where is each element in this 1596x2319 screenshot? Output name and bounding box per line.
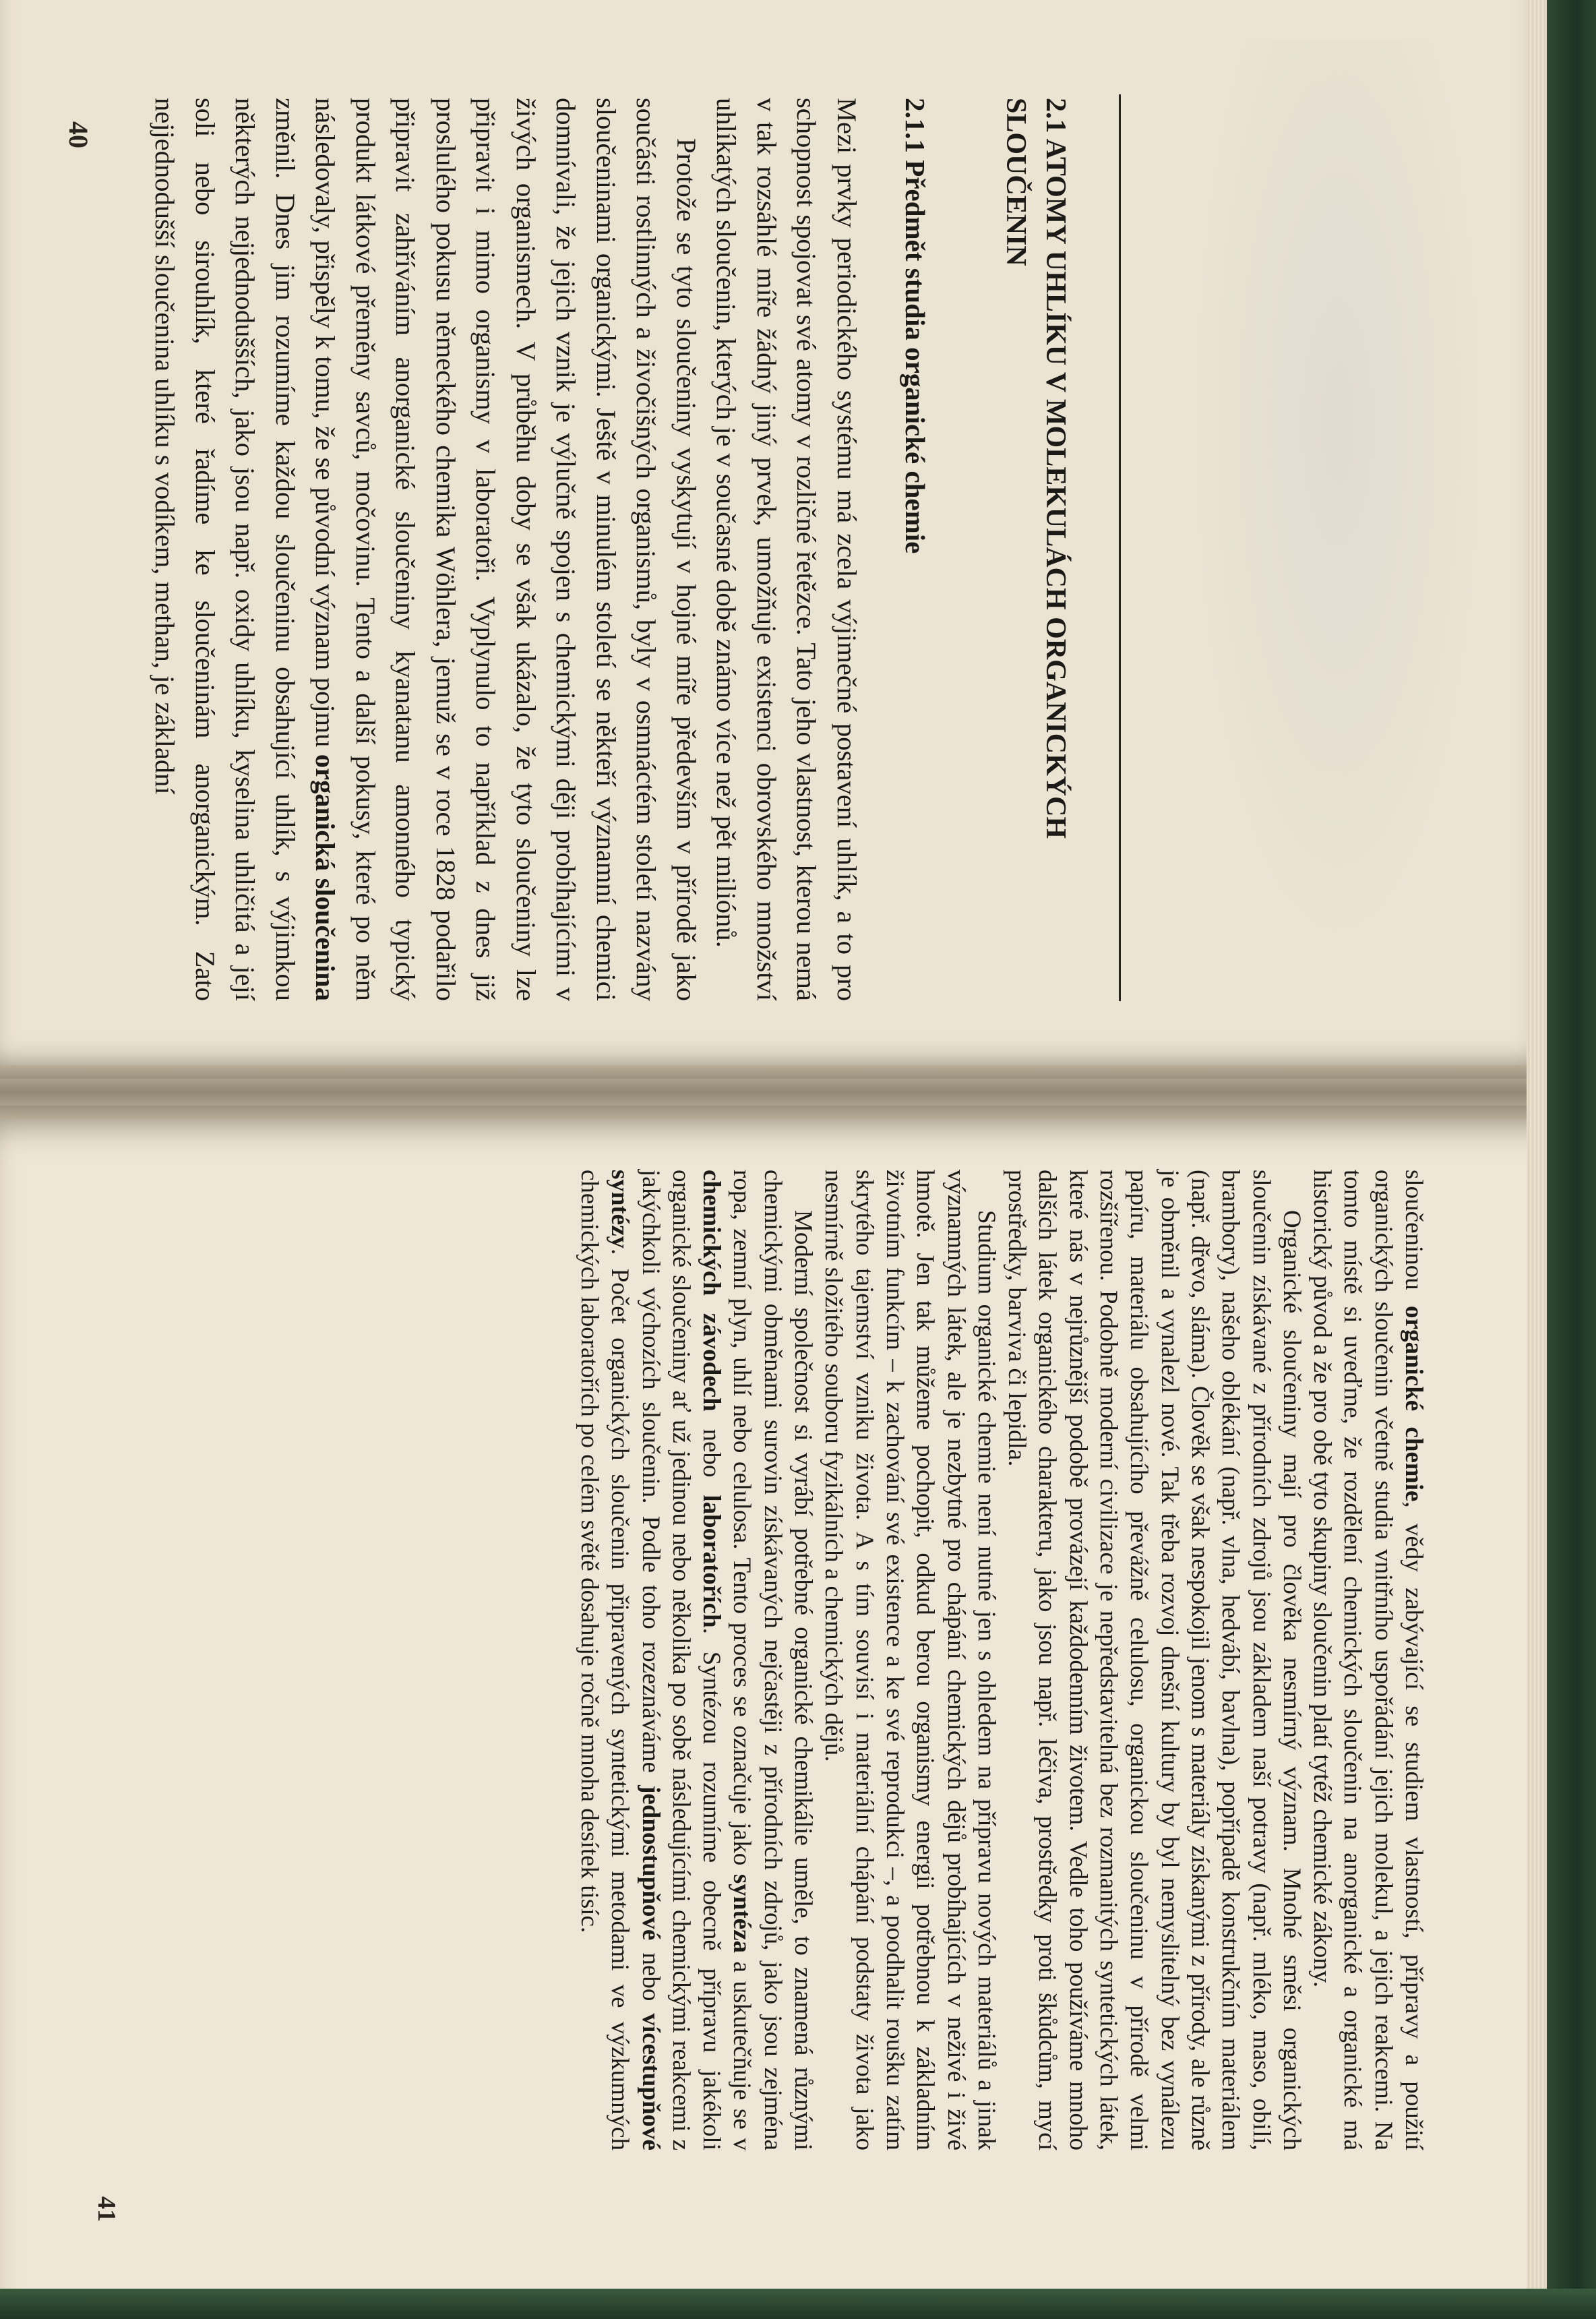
text-run: Moderní společnost si vyrábí potřebné organické chemikálie uměle, to znamená různými chemickými obměnami surovin získávaných nejčastěji z přírodních zdrojů, jako jsou zejména ropa, zemní plyn, uhlí nebo celulosa. Tento proces se označuje jako — [728, 1170, 818, 2150]
bold-term: organické chemie — [1400, 1306, 1428, 1502]
show-through-stain — [1179, 40, 1496, 998]
paragraph: Organické sloučeniny mají pro člověka nesmírný význam. Mnohé směsi organických sloučenin získávané z přírodních zdrojů jsou základem naší potravy (např. mléko, maso, obilí, brambory), našeho oblékání (např. vlna, hedvábí, bavlna), popřípadě konstrukčním materiálem (např. dřevo, sláma). Člověk se však nespokojil jenom s materiály získanými z přírody, ale různě je obměnil a vynalezl nové. Tak třeba rozvoj dnešní kultury by byl nemyslitelný bez vynálezu papíru, materiálu obsahujícího převážně celulosu, organickou sloučeninu v přírodě velmi rozšířenou. Podobně moderní civilizace je nepředstavitelná bez rozmanitých syntetických látek, které nás v nejrůznější podobě provázejí každodenním životem. Vedle toho používáme mnoho dalších látek organického charakteru, jako jsou např. léčiva, prostředky proti škůdcům, mycí prostředky, barviva či lepidla. — [1003, 1170, 1306, 2150]
text-run: změnil. Dnes jim rozumíme každou sloučeninu obsahující uhlík, s výjimkou některých nejjednodušších, jako jsou např. oxidy uhlíku, kyselina uhličitá a její soli nebo sirouhlík, které řadíme ke sloučeninám anorganickým. Zato nejjednodušší sloučenina uhlíku s vodíkem, methan, je základní — [150, 98, 301, 1001]
text-run: nebo — [698, 1411, 726, 1495]
text-run: a uskutečňuje se v — [728, 1953, 756, 2150]
bold-term: chemických závodech — [698, 1170, 726, 1412]
text-run: sloučeninou — [1400, 1170, 1428, 1306]
text-run: . Počet organických sloučenin připravených syntetickými metodami ve výzkumných chemických laboratořích po celém světě dosahuje ročně mnoha desítek tisíc. — [575, 1170, 634, 2150]
text-run: nebo — [636, 1940, 665, 2014]
chapter-heading: 2.1 ATOMY UHLÍKU V MOLEKULÁCH ORGANICKÝCH SLOUČENIN — [1000, 98, 1071, 839]
text-run: , vědy zabývající se studiem vlastností, přípravy a použití organických sloučenin včetně studia vnitřního uspořádání jejich molekul, a jejich reakcemi. Na tomto místě si uveďme, že rozdělení chemických sloučenin na anorganické a organické má historický původ a že pro obě tyto skupiny sloučenin platí tytéž chemické zákony. — [1308, 1170, 1428, 2150]
paragraph: Mezi prvky periodického systému má zcela výjimečné postavení uhlík, a to pro schopnost spojovat své atomy v rozličné řetězce. Tato jeho vlastnost, kterou nemá v tak rozsáhlé míře žádný jiný prvek, umožňuje existenci obrovského množství uhlíkatých sloučenin, kterých je v současné době známo více než pět miliónů. — [711, 98, 862, 1001]
text-run: . Syntézou rozumíme obecně přípravu jakékoli organické sloučeniny ať už jedinou nebo několika po sobě následujícími chemickými reakcemi z jakýchkoli výchozích sloučenin. Podle toho rozeznáváme — [636, 1170, 726, 2150]
page-41-text — [148, 1170, 1429, 2150]
bold-term: syntéza — [728, 1873, 756, 1954]
book-gutter — [0, 1065, 1550, 1119]
paragraph: Studium organické chemie není nutné jen s ohledem na přípravu nových materiálů a jinak významných látek, ale je nezbytné pro chápání chemických dějů probíhajících v neživé i živé hmotě. Jen tak můžeme pochopit, odkud berou organismy energii potřebnou k základním životním funkcím – k zachování své existence a ke své reprodukci –, a poodhalit roušku zatím skrytého tajemství vzniku života. A s tím souvisí i materiální chápání podstaty života jako nesmírně složitého souboru fyzikálních a chemických dějů. — [820, 1170, 1000, 2150]
bold-term: jednostupňové — [636, 1785, 665, 1941]
page-number-right: 41 — [92, 2196, 121, 2222]
chapter-rule — [1119, 94, 1121, 1001]
book-cover-edge — [1547, 0, 1596, 2319]
text-run: Protože se tyto sloučeniny vyskytují v hojné míře především v přírodě jako součásti rostlinných a živočišných organismů, byly v osmnáctém století nazvány sloučeninami organickými. Ještě v minulém století se někteří významní chemici domnívali, že jejich vznik je výlučně spojen s chemickými ději probíhajícími v živých organismech. V průběhu doby se však ukázalo, že tyto sloučeniny lze připravit i mimo organismy v laboratoři. Vyplynulo to například z dnes již proslulého pokusu německého chemika Wöhlera, jemuž se v roce 1828 podařilo připravit zahříváním anorganické sloučeniny kyanatanu amonného typický produkt látkové přeměny savců, močovinu. Tento a další pokusy, které po něm následovaly, přispěly k tomu, že se původní význam pojmu — [310, 98, 702, 1001]
paragraph — [1307, 1170, 1429, 2150]
section-heading: 2.1.1 Předmět studia organické chemie — [900, 98, 931, 554]
bold-term: laboratořích — [698, 1495, 726, 1628]
page-number-left: 40 — [63, 121, 94, 148]
paragraph — [574, 1170, 818, 2150]
bold-term: organická sloučenina — [310, 754, 341, 1001]
paragraph — [145, 98, 706, 1001]
book-cover-bottom — [0, 2289, 1596, 2319]
page-40-text — [150, 98, 1075, 1001]
bold-term: vícestupňové syntézy — [606, 1170, 665, 2150]
